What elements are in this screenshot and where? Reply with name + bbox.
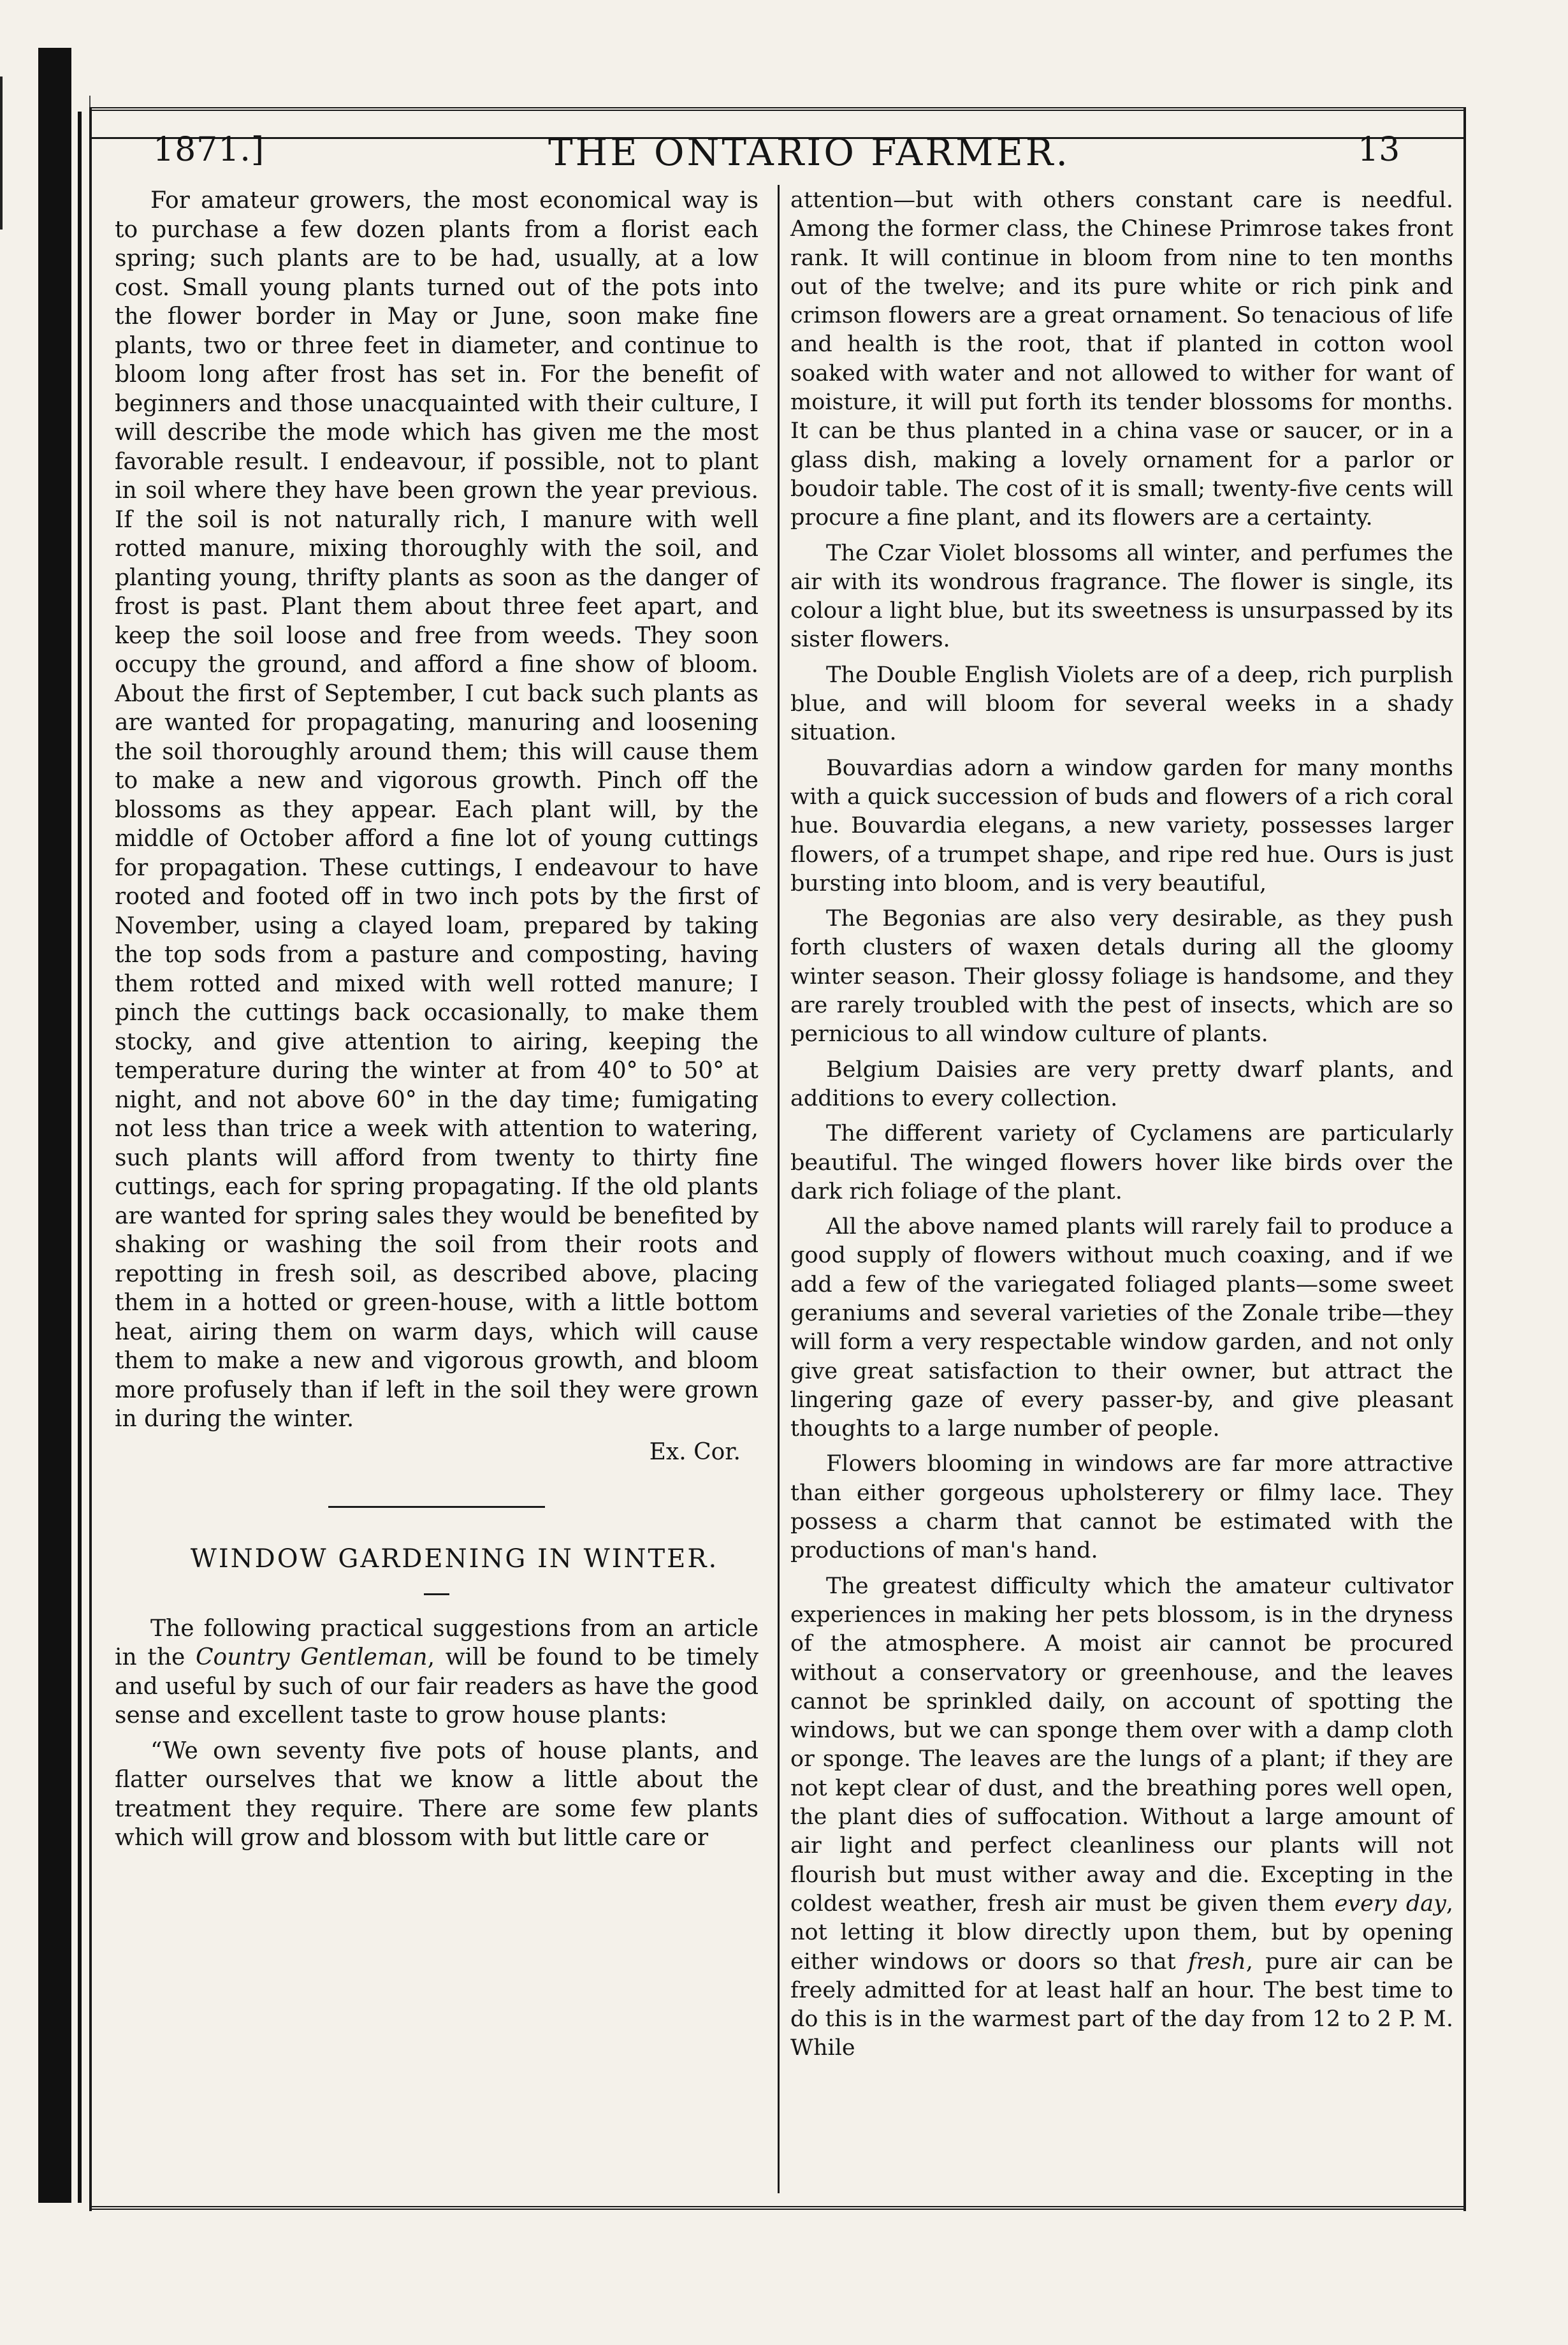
- paragraph: [790, 1572, 1453, 2063]
- publication-title: THE ONTARIO FARMER.: [548, 131, 1070, 174]
- paragraph-text: , pure air can be freely admitted for at least half an hour. The best time to do this is in the warmest part of the day from 12 to 2 P. M. While: [790, 1948, 1453, 2061]
- heading-dash: [424, 1593, 449, 1595]
- binding-edge: [78, 112, 82, 2203]
- paragraph-text: , not letting it blow directly upon them, but by opening either windows or doors so that: [790, 1890, 1453, 1975]
- emphasis: fresh: [1187, 1948, 1246, 1975]
- paragraph: The different variety of Cyclamens are particularly beautiful. The winged flowers hover like birds over the dark rich foliage of the plant.: [790, 1121, 1453, 1204]
- header-year: 1871.]: [153, 131, 265, 169]
- intro-text: The following practical suggestions from an article in the: [115, 1615, 759, 1670]
- paragraph: All the above named plants will rarely fail to produce a good supply of flowers without much coaxing, and if we add a few of the variegated foliaged plants—some sweet geraniums and several varieties of the Zonale tribe—they will form a very respectable window garden, and not only give great satisfaction to their owner, but attract the lingering gaze of every passer-by, and give pleasant thoughts to a large number of people.: [790, 1214, 1453, 1442]
- column-divider: [778, 185, 780, 2193]
- page-frame-left: [89, 107, 92, 2211]
- signature: Ex. Cor.: [649, 1438, 741, 1465]
- paragraph: Flowers blooming in windows are far more attractive than either gorgeous upholsterery or filmy lace. They possess a charm that cannot be estimated with the productions of man's hand.: [790, 1451, 1453, 1564]
- left-column: [115, 186, 759, 1853]
- paragraph: attention—but with others constant care is needful. Among the former class, the Chinese Primrose takes front rank. It will continue in bloom from nine to ten months out of the twelve; and its pure white or rich pink and crimson flowers are a great ornament. So tenacious of life and health is the root, that if planted in cotton wool soaked with water and not allowed to wither for want of moisture, it will put forth its tender blossoms for months. It can be thus planted in a china vase or saucer, or in a glass dish, making a lovely ornament for a parlor or boudoir table. The cost of it is small; twenty-five cents will procure a fine plant, and its flowers are a certainty.: [790, 187, 1453, 531]
- page-frame-bottom: [89, 2206, 1466, 2210]
- source-title: Country Gentleman: [196, 1644, 428, 1670]
- paragraph-text: The greatest difficulty which the amateur cultivator experiences in making her pets blossom, is in the dryness of the atmosphere. A moist air cannot be procured without a conservatory or greenhouse, and the leaves cannot be sprinkled daily, on account of spotting the windows, but we can sponge them over with a damp cloth or sponge. The leaves are the lungs of a plant; if they are not kept clear of dust, and the breathing pores well open, the plant dies of suffocation. Without a large amount of air light and perfect cleanliness our plants will not flourish but must wither away and die. Excepting in the coldest weather, fresh air must be given them: [790, 1573, 1453, 1917]
- paragraph: Bouvardias adorn a window garden for many months with a quick succession of buds and flowers of a rich coral hue. Bouvardia elegans, a new variety, possesses larger flowers, of a trumpet shape, and ripe red hue. Ours is just bursting into bloom, and is very beautiful,: [790, 755, 1453, 896]
- page-frame-top: [89, 107, 1466, 111]
- page-frame-right: [1463, 107, 1466, 2211]
- binding-spine: [38, 48, 71, 2203]
- scan-artifact: [0, 77, 3, 230]
- page-number: 13: [1358, 131, 1400, 169]
- right-column: [790, 186, 1453, 2063]
- intro-text: , will be found to be timely and useful by such of our fair readers as have the good sense and excellent taste to grow house plants:: [115, 1644, 759, 1728]
- paragraph: The Begonias are also very desirable, as they push forth clusters of waxen detals during all the gloomy winter season. Their glossy foliage is handsome, and they are rarely troubled with the pest of insects, which are so pernicious to all window culture of plants.: [790, 906, 1453, 1048]
- paragraph: For amateur growers, the most economical way is to purchase a few dozen plants from a florist each spring; such plants are to be had, usually, at a low cost. Small young plants turned out of the pots into the flower border in May or June, soon make fine plants, two or three feet in diameter, and continue to bloom long after frost has set in. For the benefit of beginners and those unacquainted with their culture, I will describe the mode which has given me the most favorable result. I endeavour, if possible, not to plant in soil where they have been grown the year previous. If the soil is not naturally rich, I manure with well rotted manure, mixing thoroughly with the soil, and planting young, thrifty plants as soon as the danger of frost is past. Plant them about three feet apart, and keep the soil loose and free from weeds. They soon occupy the ground, and afford a fine show of bloom. About the first of September, I cut back such plants as are wanted for propagating, manuring and loosening the soil thoroughly around them; this will cause them to make a new and vigorous growth. Pinch off the blossoms as they appear. Each plant will, by the middle of October afford a fine lot of young cuttings for propagation. These cuttings, I endeavour to have rooted and footed off in two inch pots by the first of November, using a clayed loam, prepared by taking the top sods from a pasture and composting, having them rotted and mixed with well rotted manure; I pinch the cuttings back occasionally, to make them stocky, and give attention to airing, keeping the temperature during the winter at from 40° to 50° at night, and not above 60° in the day time; fumigating not less than trice a week with attention to watering, such plants will afford from twenty to thirty fine cuttings, each for spring propagating. If the old plants are wanted for spring sales they would be benefited by shaking or washing the soil from their roots and repotting in fresh soil, as described above, placing them in a hotted or green-house, with a little bottom heat, airing them on warm days, which will cause them to make a new and vigorous growth, and bloom more profusely than if left in the soil they were grown in during the winter.: [115, 187, 759, 1432]
- emphasis: every day: [1334, 1890, 1446, 1917]
- paragraph: The Double English Violets are of a deep, rich purplish blue, and will bloom for several weeks in a shady situation.: [790, 662, 1453, 746]
- paragraph: Belgium Daisies are very pretty dwarf plants, and additions to every collection.: [790, 1056, 1453, 1111]
- section-separator: [328, 1506, 545, 1508]
- intro-paragraph: [115, 1614, 759, 1730]
- quote-paragraph: “We own seventy five pots of house plants, and flatter ourselves that we know a little about the treatment they require. There are some few plants which will grow and blossom with but little care or: [115, 1737, 759, 1851]
- paragraph: The Czar Violet blossoms all winter, and perfumes the air with its wondrous fragrance. The flower is single, its colour a light blue, but its sweetness is unsurpassed by its sister flowers.: [790, 540, 1453, 653]
- article-heading: WINDOW GARDENING IN WINTER.: [190, 1544, 719, 1574]
